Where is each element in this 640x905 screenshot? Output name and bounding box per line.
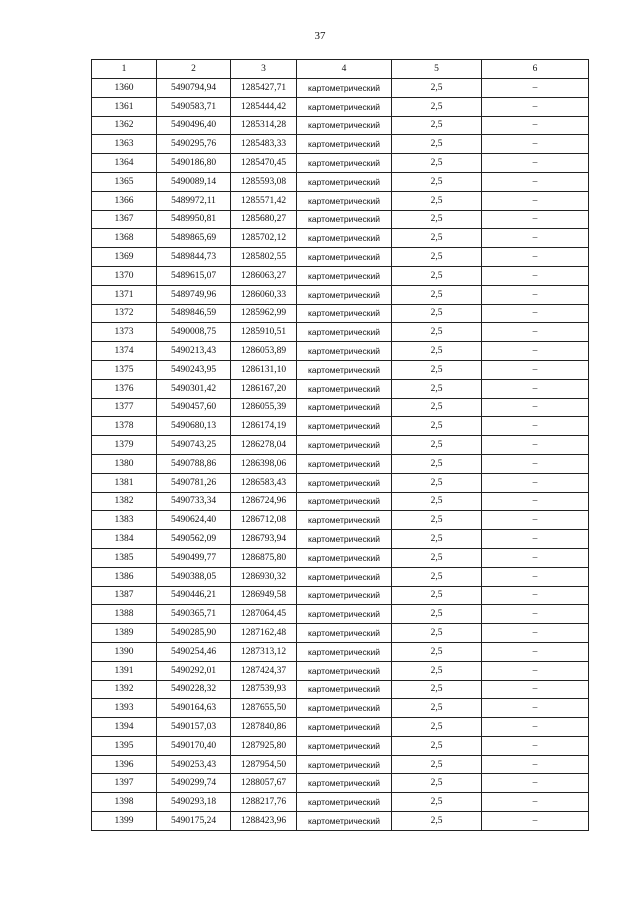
description-cell: – [482,699,589,718]
table-row [92,624,589,643]
description-cell: – [482,304,589,323]
table-row [92,360,589,379]
coord-x-cell: 5489950,81 [157,210,231,229]
table-row [92,285,589,304]
accuracy-cell: 2,5 [392,605,482,624]
description-cell: – [482,97,589,116]
accuracy-cell: 2,5 [392,793,482,812]
coord-y-cell: 1285680,27 [231,210,297,229]
coord-y-cell: 1286174,19 [231,417,297,436]
coord-x-cell: 5490499,77 [157,548,231,567]
table-row [92,548,589,567]
point-number-cell: 1387 [92,586,157,605]
method-cell: картометрический [297,248,392,267]
description-cell: – [482,605,589,624]
point-number-cell: 1372 [92,304,157,323]
table-row [92,774,589,793]
table-row [92,492,589,511]
description-cell: – [482,135,589,154]
table-row [92,191,589,210]
description-cell: – [482,680,589,699]
accuracy-cell: 2,5 [392,116,482,135]
method-cell: картометрический [297,360,392,379]
table-row [92,736,589,755]
point-number-cell: 1368 [92,229,157,248]
table-row [92,398,589,417]
accuracy-cell: 2,5 [392,304,482,323]
accuracy-cell: 2,5 [392,398,482,417]
description-cell: – [482,736,589,755]
header-col-6: 6 [482,60,589,79]
point-number-cell: 1382 [92,492,157,511]
table-row [92,379,589,398]
table-row [92,642,589,661]
coord-x-cell: 5490446,21 [157,586,231,605]
coord-x-cell: 5490365,71 [157,605,231,624]
method-cell: картометрический [297,323,392,342]
method-cell: картометрический [297,680,392,699]
table-header [92,60,589,79]
method-cell: картометрический [297,97,392,116]
accuracy-cell: 2,5 [392,586,482,605]
coord-x-cell: 5490562,09 [157,530,231,549]
coord-x-cell: 5490164,63 [157,699,231,718]
description-cell: – [482,530,589,549]
accuracy-cell: 2,5 [392,567,482,586]
coord-y-cell: 1286060,33 [231,285,297,304]
description-cell: – [482,718,589,737]
coord-y-cell: 1287954,50 [231,755,297,774]
table-row [92,210,589,229]
table-row [92,135,589,154]
method-cell: картометрический [297,379,392,398]
coord-x-cell: 5490680,13 [157,417,231,436]
description-cell: – [482,172,589,191]
coord-x-cell: 5490186,80 [157,154,231,173]
coord-x-cell: 5490285,90 [157,624,231,643]
table-body [92,79,589,831]
coord-x-cell: 5490743,25 [157,436,231,455]
accuracy-cell: 2,5 [392,323,482,342]
point-number-cell: 1376 [92,379,157,398]
method-cell: картометрический [297,473,392,492]
header-col-4: 4 [297,60,392,79]
coord-y-cell: 1287424,37 [231,661,297,680]
description-cell: – [482,398,589,417]
accuracy-cell: 2,5 [392,812,482,831]
coord-y-cell: 1286930,32 [231,567,297,586]
accuracy-cell: 2,5 [392,97,482,116]
accuracy-cell: 2,5 [392,699,482,718]
accuracy-cell: 2,5 [392,680,482,699]
method-cell: картометрический [297,172,392,191]
point-number-cell: 1392 [92,680,157,699]
point-number-cell: 1393 [92,699,157,718]
accuracy-cell: 2,5 [392,774,482,793]
coord-y-cell: 1285483,33 [231,135,297,154]
coord-y-cell: 1286712,08 [231,511,297,530]
method-cell: картометрический [297,154,392,173]
accuracy-cell: 2,5 [392,210,482,229]
point-number-cell: 1373 [92,323,157,342]
table-row [92,793,589,812]
description-cell: – [482,511,589,530]
method-cell: картометрический [297,642,392,661]
coord-x-cell: 5489846,59 [157,304,231,323]
point-number-cell: 1369 [92,248,157,267]
accuracy-cell: 2,5 [392,79,482,98]
coord-x-cell: 5489749,96 [157,285,231,304]
description-cell: – [482,454,589,473]
table-row [92,567,589,586]
point-number-cell: 1394 [92,718,157,737]
coord-x-cell: 5490157,03 [157,718,231,737]
coord-x-cell: 5490733,34 [157,492,231,511]
description-cell: – [482,473,589,492]
coord-y-cell: 1286583,43 [231,473,297,492]
coord-x-cell: 5489615,07 [157,266,231,285]
description-cell: – [482,417,589,436]
coord-x-cell: 5490794,94 [157,79,231,98]
table-row [92,454,589,473]
description-cell: – [482,154,589,173]
method-cell: картометрический [297,304,392,323]
table-row [92,661,589,680]
accuracy-cell: 2,5 [392,473,482,492]
table-row [92,342,589,361]
description-cell: – [482,342,589,361]
table-row [92,304,589,323]
method-cell: картометрический [297,342,392,361]
coord-x-cell: 5489972,11 [157,191,231,210]
point-number-cell: 1399 [92,812,157,831]
point-number-cell: 1388 [92,605,157,624]
coord-x-cell: 5490496,40 [157,116,231,135]
method-cell: картометрический [297,774,392,793]
method-cell: картометрический [297,511,392,530]
accuracy-cell: 2,5 [392,248,482,267]
coord-y-cell: 1286724,96 [231,492,297,511]
point-number-cell: 1383 [92,511,157,530]
table-row [92,436,589,455]
point-number-cell: 1377 [92,398,157,417]
method-cell: картометрический [297,718,392,737]
table-row [92,172,589,191]
coord-y-cell: 1285314,28 [231,116,297,135]
coord-x-cell: 5490243,95 [157,360,231,379]
method-cell: картометрический [297,736,392,755]
point-number-cell: 1367 [92,210,157,229]
point-number-cell: 1390 [92,642,157,661]
table-row [92,699,589,718]
coord-y-cell: 1286055,39 [231,398,297,417]
point-number-cell: 1363 [92,135,157,154]
description-cell: – [482,774,589,793]
description-cell: – [482,793,589,812]
description-cell: – [482,586,589,605]
description-cell: – [482,567,589,586]
method-cell: картометрический [297,285,392,304]
method-cell: картометрический [297,79,392,98]
description-cell: – [482,661,589,680]
table-row [92,718,589,737]
accuracy-cell: 2,5 [392,135,482,154]
point-number-cell: 1364 [92,154,157,173]
accuracy-cell: 2,5 [392,436,482,455]
accuracy-cell: 2,5 [392,229,482,248]
method-cell: картометрический [297,492,392,511]
method-cell: картометрический [297,436,392,455]
accuracy-cell: 2,5 [392,172,482,191]
point-number-cell: 1389 [92,624,157,643]
accuracy-cell: 2,5 [392,266,482,285]
description-cell: – [482,116,589,135]
table-row [92,680,589,699]
coord-x-cell: 5490781,26 [157,473,231,492]
point-number-cell: 1397 [92,774,157,793]
point-number-cell: 1391 [92,661,157,680]
accuracy-cell: 2,5 [392,417,482,436]
coord-y-cell: 1285444,42 [231,97,297,116]
coord-y-cell: 1288423,96 [231,812,297,831]
point-number-cell: 1386 [92,567,157,586]
description-cell: – [482,248,589,267]
coord-y-cell: 1288057,67 [231,774,297,793]
coord-y-cell: 1286167,20 [231,379,297,398]
accuracy-cell: 2,5 [392,285,482,304]
method-cell: картометрический [297,567,392,586]
accuracy-cell: 2,5 [392,624,482,643]
point-number-cell: 1366 [92,191,157,210]
method-cell: картометрический [297,605,392,624]
accuracy-cell: 2,5 [392,661,482,680]
coord-y-cell: 1285802,55 [231,248,297,267]
table-row [92,586,589,605]
coord-x-cell: 5490388,05 [157,567,231,586]
coord-x-cell: 5490457,60 [157,398,231,417]
coord-x-cell: 5490301,42 [157,379,231,398]
table-row [92,530,589,549]
table-row [92,473,589,492]
description-cell: – [482,266,589,285]
coord-x-cell: 5490293,18 [157,793,231,812]
point-number-cell: 1365 [92,172,157,191]
method-cell: картометрический [297,699,392,718]
coord-y-cell: 1285427,71 [231,79,297,98]
point-number-cell: 1385 [92,548,157,567]
method-cell: картометрический [297,755,392,774]
table-row [92,755,589,774]
header-col-2: 2 [157,60,231,79]
coord-x-cell: 5490253,43 [157,755,231,774]
coord-x-cell: 5490583,71 [157,97,231,116]
description-cell: – [482,492,589,511]
table-row [92,229,589,248]
header-col-1: 1 [92,60,157,79]
method-cell: картометрический [297,548,392,567]
point-number-cell: 1374 [92,342,157,361]
description-cell: – [482,229,589,248]
coord-y-cell: 1286398,06 [231,454,297,473]
coord-y-cell: 1285593,08 [231,172,297,191]
table-row [92,248,589,267]
method-cell: картометрический [297,812,392,831]
table-row [92,323,589,342]
point-number-cell: 1375 [92,360,157,379]
coord-x-cell: 5490299,74 [157,774,231,793]
description-cell: – [482,379,589,398]
coord-y-cell: 1286949,58 [231,586,297,605]
coord-x-cell: 5490228,32 [157,680,231,699]
point-number-cell: 1378 [92,417,157,436]
coord-x-cell: 5490213,43 [157,342,231,361]
method-cell: картометрический [297,624,392,643]
point-number-cell: 1379 [92,436,157,455]
coord-y-cell: 1285470,45 [231,154,297,173]
accuracy-cell: 2,5 [392,530,482,549]
method-cell: картометрический [297,266,392,285]
coord-y-cell: 1285962,99 [231,304,297,323]
coord-y-cell: 1286793,94 [231,530,297,549]
header-col-5: 5 [392,60,482,79]
accuracy-cell: 2,5 [392,454,482,473]
description-cell: – [482,360,589,379]
coord-x-cell: 5490292,01 [157,661,231,680]
coord-x-cell: 5489865,69 [157,229,231,248]
method-cell: картометрический [297,210,392,229]
accuracy-cell: 2,5 [392,718,482,737]
method-cell: картометрический [297,116,392,135]
accuracy-cell: 2,5 [392,548,482,567]
description-cell: – [482,323,589,342]
coord-x-cell: 5489844,73 [157,248,231,267]
accuracy-cell: 2,5 [392,154,482,173]
accuracy-cell: 2,5 [392,736,482,755]
accuracy-cell: 2,5 [392,511,482,530]
description-cell: – [482,191,589,210]
coord-y-cell: 1287162,48 [231,624,297,643]
coord-x-cell: 5490624,40 [157,511,231,530]
coord-y-cell: 1286875,80 [231,548,297,567]
coord-y-cell: 1287539,93 [231,680,297,699]
coord-y-cell: 1287313,12 [231,642,297,661]
description-cell: – [482,755,589,774]
coord-y-cell: 1287064,45 [231,605,297,624]
coord-y-cell: 1285571,42 [231,191,297,210]
point-number-cell: 1362 [92,116,157,135]
accuracy-cell: 2,5 [392,642,482,661]
header-col-3: 3 [231,60,297,79]
coord-x-cell: 5490170,40 [157,736,231,755]
point-number-cell: 1380 [92,454,157,473]
method-cell: картометрический [297,661,392,680]
description-cell: – [482,210,589,229]
table-row [92,116,589,135]
description-cell: – [482,285,589,304]
accuracy-cell: 2,5 [392,191,482,210]
method-cell: картометрический [297,229,392,248]
coord-y-cell: 1286063,27 [231,266,297,285]
coord-x-cell: 5490295,76 [157,135,231,154]
accuracy-cell: 2,5 [392,755,482,774]
coord-y-cell: 1287925,80 [231,736,297,755]
method-cell: картометрический [297,191,392,210]
table-row [92,154,589,173]
point-number-cell: 1398 [92,793,157,812]
table-row [92,605,589,624]
description-cell: – [482,812,589,831]
coord-y-cell: 1287840,86 [231,718,297,737]
coord-y-cell: 1286278,04 [231,436,297,455]
description-cell: – [482,642,589,661]
header-row [92,60,589,79]
table-row [92,812,589,831]
accuracy-cell: 2,5 [392,360,482,379]
method-cell: картометрический [297,586,392,605]
coord-y-cell: 1286053,89 [231,342,297,361]
coord-y-cell: 1286131,10 [231,360,297,379]
method-cell: картометрический [297,530,392,549]
table-row [92,266,589,285]
coord-x-cell: 5490788,86 [157,454,231,473]
point-number-cell: 1361 [92,97,157,116]
description-cell: – [482,79,589,98]
point-number-cell: 1370 [92,266,157,285]
point-number-cell: 1360 [92,79,157,98]
point-number-cell: 1381 [92,473,157,492]
table-row [92,97,589,116]
table-row [92,511,589,530]
method-cell: картометрический [297,793,392,812]
point-number-cell: 1395 [92,736,157,755]
coord-y-cell: 1285702,12 [231,229,297,248]
description-cell: – [482,548,589,567]
point-number-cell: 1384 [92,530,157,549]
coord-x-cell: 5490254,46 [157,642,231,661]
coord-y-cell: 1285910,51 [231,323,297,342]
method-cell: картометрический [297,398,392,417]
description-cell: – [482,624,589,643]
point-number-cell: 1371 [92,285,157,304]
point-number-cell: 1396 [92,755,157,774]
coord-y-cell: 1287655,50 [231,699,297,718]
method-cell: картометрический [297,417,392,436]
coord-x-cell: 5490008,75 [157,323,231,342]
coord-y-cell: 1288217,76 [231,793,297,812]
accuracy-cell: 2,5 [392,342,482,361]
accuracy-cell: 2,5 [392,492,482,511]
table-row [92,79,589,98]
coord-x-cell: 5490089,14 [157,172,231,191]
table-row [92,417,589,436]
method-cell: картометрический [297,135,392,154]
method-cell: картометрический [297,454,392,473]
coord-x-cell: 5490175,24 [157,812,231,831]
description-cell: – [482,436,589,455]
coordinates-table [91,59,589,831]
accuracy-cell: 2,5 [392,379,482,398]
page-number: 37 [314,30,326,42]
